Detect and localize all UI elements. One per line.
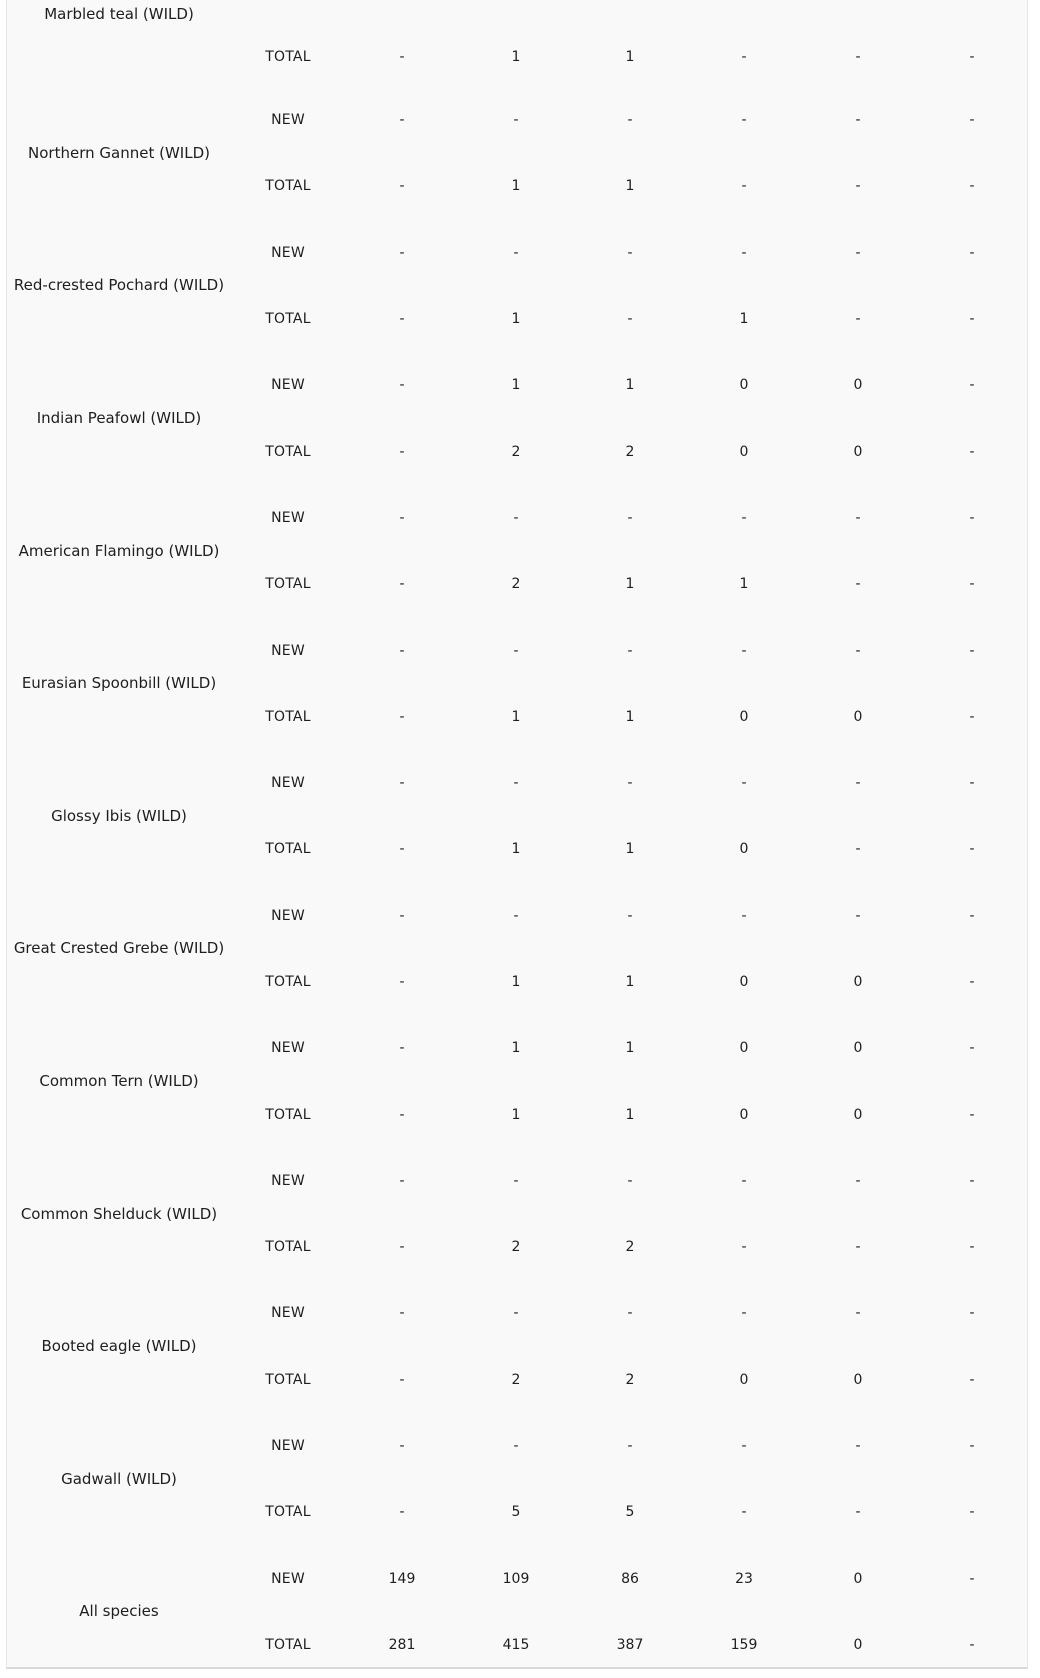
- total-value-cell: -: [855, 1239, 861, 1256]
- new-value-cell: -: [969, 1570, 975, 1587]
- total-label: TOTAL: [265, 1371, 311, 1388]
- total-value-cell: -: [855, 178, 861, 195]
- total-value-cell: 2: [511, 1239, 521, 1256]
- total-value-cell: -: [399, 1504, 405, 1521]
- new-value-cell: 0: [853, 1570, 863, 1587]
- new-value-cell: -: [969, 112, 975, 129]
- species-name-all-species: All species: [79, 1602, 159, 1621]
- total-value-cell: 2: [511, 443, 521, 460]
- total-value-cell: -: [399, 1239, 405, 1256]
- new-value-cell: 1: [625, 1040, 635, 1057]
- total-value-cell: 1: [625, 576, 635, 593]
- total-label: TOTAL: [265, 841, 311, 858]
- new-value-cell: 109: [502, 1570, 530, 1587]
- total-value-cell: -: [399, 311, 405, 328]
- total-value-cell: -: [969, 49, 975, 65]
- table-row: [7, 1546, 1029, 1612]
- new-value-cell: -: [969, 642, 975, 659]
- total-value-cell: 5: [511, 1504, 521, 1521]
- table-row: [7, 1413, 1029, 1479]
- total-value-cell: 1: [625, 178, 635, 195]
- species-cell-empty: [7, 27, 231, 87]
- total-label: TOTAL: [265, 311, 311, 328]
- new-label: NEW: [271, 642, 305, 659]
- total-value-cell: 0: [739, 974, 749, 990]
- new-value-cell: -: [627, 1438, 633, 1455]
- total-value-cell: 1: [511, 311, 521, 328]
- new-value-cell: 0: [739, 377, 749, 394]
- total-label: TOTAL: [265, 1504, 311, 1521]
- new-value-cell: -: [855, 509, 861, 526]
- total-value-cell: -: [741, 1239, 747, 1256]
- new-label: NEW: [271, 509, 305, 526]
- new-label: NEW: [271, 1305, 305, 1322]
- new-value-cell: -: [969, 1040, 975, 1057]
- new-value-cell: -: [627, 775, 633, 792]
- total-value-cell: -: [399, 443, 405, 460]
- new-value-cell: -: [627, 907, 633, 924]
- total-label: TOTAL: [265, 576, 311, 593]
- new-label: NEW: [271, 775, 305, 792]
- total-value-cell: -: [855, 576, 861, 593]
- new-value-cell: -: [741, 642, 747, 659]
- species-name-northern-gannet-wild: Northern Gannet (WILD): [28, 143, 210, 162]
- new-value-cell: 86: [621, 1570, 639, 1587]
- new-value-cell: -: [399, 642, 405, 659]
- new-label: NEW: [271, 907, 305, 924]
- new-value-cell: -: [969, 509, 975, 526]
- total-label: TOTAL: [265, 178, 311, 195]
- total-value-cell: 2: [511, 1371, 521, 1388]
- new-value-cell: -: [969, 244, 975, 261]
- table-row: [7, 883, 1029, 949]
- new-value-cell: -: [627, 509, 633, 526]
- total-value-cell: 1: [511, 841, 521, 858]
- total-value-cell: 1: [739, 576, 749, 593]
- new-value-cell: -: [741, 1305, 747, 1322]
- total-value-cell: -: [399, 1106, 405, 1123]
- table-row: [7, 352, 1029, 418]
- total-value-cell: -: [969, 443, 975, 460]
- table-row: [7, 1015, 1029, 1081]
- species-name-common-shelduck-wild: Common Shelduck (WILD): [20, 1204, 218, 1223]
- total-value-cell: -: [399, 708, 405, 725]
- new-value-cell: -: [855, 112, 861, 129]
- new-label: NEW: [271, 1172, 305, 1189]
- total-value-cell: -: [399, 974, 405, 990]
- total-value-cell: -: [969, 708, 975, 725]
- total-value-cell: 1: [625, 974, 635, 990]
- new-label: NEW: [271, 1438, 305, 1455]
- table-row: [7, 0, 1029, 27]
- total-value-cell: -: [741, 49, 747, 65]
- table-row: [7, 617, 1029, 683]
- species-name-gadwall-wild: Gadwall (WILD): [61, 1469, 177, 1488]
- new-value-cell: -: [513, 1438, 519, 1455]
- total-value-cell: 0: [739, 443, 749, 460]
- total-value-cell: -: [741, 178, 747, 195]
- new-value-cell: -: [855, 642, 861, 659]
- table-row: [7, 485, 1029, 551]
- new-value-cell: -: [399, 907, 405, 924]
- species-stats-table: [7, 0, 1029, 1678]
- total-value-cell: 1: [625, 708, 635, 725]
- species-name-glossy-ibis-wild: Glossy Ibis (WILD): [51, 806, 187, 825]
- total-value-cell: 2: [625, 1371, 635, 1388]
- total-value-cell: 0: [853, 443, 863, 460]
- total-value-cell: 1: [625, 841, 635, 858]
- total-value-cell: -: [969, 178, 975, 195]
- new-value-cell: -: [855, 907, 861, 924]
- total-value-cell: 415: [502, 1636, 530, 1653]
- total-value-cell: -: [969, 1636, 975, 1653]
- total-value-cell: 2: [511, 576, 521, 593]
- new-value-cell: -: [741, 907, 747, 924]
- new-value-cell: -: [969, 1172, 975, 1189]
- new-value-cell: -: [969, 1305, 975, 1322]
- new-value-cell: 0: [853, 1040, 863, 1057]
- new-label: NEW: [271, 112, 305, 129]
- new-value-cell: -: [969, 907, 975, 924]
- total-label: TOTAL: [265, 443, 311, 460]
- species-name-common-tern-wild: Common Tern (WILD): [39, 1071, 199, 1090]
- new-label: NEW: [271, 1040, 305, 1057]
- new-value-cell: 1: [625, 377, 635, 394]
- new-label: NEW: [271, 1570, 305, 1587]
- total-value-cell: -: [855, 49, 861, 65]
- total-value-cell: 0: [739, 1371, 749, 1388]
- new-value-cell: -: [741, 509, 747, 526]
- total-value-cell: -: [399, 49, 405, 65]
- spacer: [231, 0, 1029, 27]
- new-label: NEW: [271, 244, 305, 261]
- table-row: [7, 1280, 1029, 1346]
- total-value-cell: -: [969, 1239, 975, 1256]
- species-name-great-crested-grebe-wild: Great Crested Grebe (WILD): [13, 939, 225, 958]
- total-value-cell: 2: [625, 1239, 635, 1256]
- new-value-cell: 1: [511, 1040, 521, 1057]
- total-value-cell: 1: [625, 1106, 635, 1123]
- new-value-cell: -: [741, 1172, 747, 1189]
- total-value-cell: 1: [625, 49, 635, 65]
- species-name-red-crested-pochard-wild: Red-crested Pochard (WILD): [13, 276, 225, 295]
- new-value-cell: -: [513, 642, 519, 659]
- table-row: [7, 27, 1029, 87]
- total-value-cell: 0: [853, 974, 863, 990]
- total-label: TOTAL: [265, 974, 311, 990]
- new-value-cell: 149: [388, 1570, 416, 1587]
- species-name-marbled-teal-wild: Marbled teal (WILD): [44, 5, 194, 23]
- total-value-cell: -: [741, 1504, 747, 1521]
- new-value-cell: -: [627, 1172, 633, 1189]
- total-value-cell: -: [969, 1504, 975, 1521]
- total-value-cell: 1: [511, 708, 521, 725]
- total-label: TOTAL: [265, 1636, 311, 1653]
- new-value-cell: -: [399, 775, 405, 792]
- total-value-cell: 2: [625, 443, 635, 460]
- total-value-cell: -: [399, 1371, 405, 1388]
- new-value-cell: -: [399, 1305, 405, 1322]
- new-value-cell: -: [855, 1305, 861, 1322]
- new-value-cell: -: [969, 377, 975, 394]
- table-row: [7, 750, 1029, 816]
- new-value-cell: -: [969, 1438, 975, 1455]
- total-value-cell: 159: [730, 1636, 758, 1653]
- total-value-cell: 5: [625, 1504, 635, 1521]
- new-value-cell: -: [627, 112, 633, 129]
- table-row: [7, 1148, 1029, 1214]
- total-value-cell: -: [969, 841, 975, 858]
- new-value-cell: -: [855, 1438, 861, 1455]
- new-value-cell: -: [741, 775, 747, 792]
- new-value-cell: -: [399, 112, 405, 129]
- total-value-cell: -: [399, 178, 405, 195]
- total-value-cell: 387: [616, 1636, 644, 1653]
- new-value-cell: -: [627, 1305, 633, 1322]
- new-value-cell: -: [855, 1172, 861, 1189]
- species-stats-panel: [6, 0, 1028, 1669]
- total-value-cell: -: [399, 841, 405, 858]
- new-value-cell: -: [399, 1172, 405, 1189]
- new-value-cell: -: [513, 775, 519, 792]
- new-value-cell: -: [969, 775, 975, 792]
- total-value-cell: 0: [853, 1106, 863, 1123]
- total-value-cell: 0: [739, 841, 749, 858]
- new-value-cell: -: [399, 1438, 405, 1455]
- new-value-cell: -: [513, 1305, 519, 1322]
- new-value-cell: 1: [511, 377, 521, 394]
- total-label: TOTAL: [265, 708, 311, 725]
- total-value-cell: 0: [739, 1106, 749, 1123]
- new-value-cell: 0: [739, 1040, 749, 1057]
- species-name-indian-peafowl-wild: Indian Peafowl (WILD): [36, 408, 202, 427]
- total-value-cell: 1: [511, 49, 521, 65]
- total-value-cell: -: [969, 1106, 975, 1123]
- total-label: TOTAL: [265, 49, 311, 65]
- species-name-american-flamingo-wild: American Flamingo (WILD): [18, 541, 220, 560]
- new-value-cell: -: [399, 244, 405, 261]
- total-label: TOTAL: [265, 1106, 311, 1123]
- total-value-cell: -: [969, 974, 975, 990]
- species-name-eurasian-spoonbill-wild: Eurasian Spoonbill (WILD): [21, 674, 217, 693]
- total-value-cell: 1: [511, 178, 521, 195]
- total-value-cell: 1: [511, 1106, 521, 1123]
- new-value-cell: -: [513, 1172, 519, 1189]
- total-value-cell: -: [399, 576, 405, 593]
- new-value-cell: -: [741, 1438, 747, 1455]
- total-value-cell: -: [855, 311, 861, 328]
- new-value-cell: -: [741, 244, 747, 261]
- total-value-cell: 0: [853, 1371, 863, 1388]
- total-value-cell: -: [855, 841, 861, 858]
- total-value-cell: -: [969, 576, 975, 593]
- new-value-cell: -: [399, 1040, 405, 1057]
- new-value-cell: 0: [853, 377, 863, 394]
- total-value-cell: 281: [388, 1636, 416, 1653]
- new-label: NEW: [271, 377, 305, 394]
- total-label: TOTAL: [265, 1239, 311, 1256]
- new-value-cell: 23: [735, 1570, 753, 1587]
- new-value-cell: -: [627, 244, 633, 261]
- total-value-cell: 0: [739, 708, 749, 725]
- species-name-booted-eagle-wild: Booted eagle (WILD): [41, 1337, 197, 1356]
- new-value-cell: -: [627, 642, 633, 659]
- total-value-cell: 0: [853, 708, 863, 725]
- table-row: [7, 87, 1029, 153]
- total-value-cell: 0: [853, 1636, 863, 1653]
- new-value-cell: -: [855, 775, 861, 792]
- new-value-cell: -: [513, 509, 519, 526]
- new-value-cell: -: [513, 112, 519, 129]
- new-value-cell: -: [741, 112, 747, 129]
- new-value-cell: -: [513, 907, 519, 924]
- new-value-cell: -: [513, 244, 519, 261]
- total-value-cell: 1: [739, 311, 749, 328]
- total-value-cell: -: [855, 1504, 861, 1521]
- new-value-cell: -: [399, 377, 405, 394]
- new-value-cell: -: [855, 244, 861, 261]
- total-value-cell: 1: [511, 974, 521, 990]
- total-value-cell: -: [627, 311, 633, 328]
- new-value-cell: -: [399, 509, 405, 526]
- table-row: [7, 220, 1029, 286]
- total-value-cell: -: [969, 1371, 975, 1388]
- total-value-cell: -: [969, 311, 975, 328]
